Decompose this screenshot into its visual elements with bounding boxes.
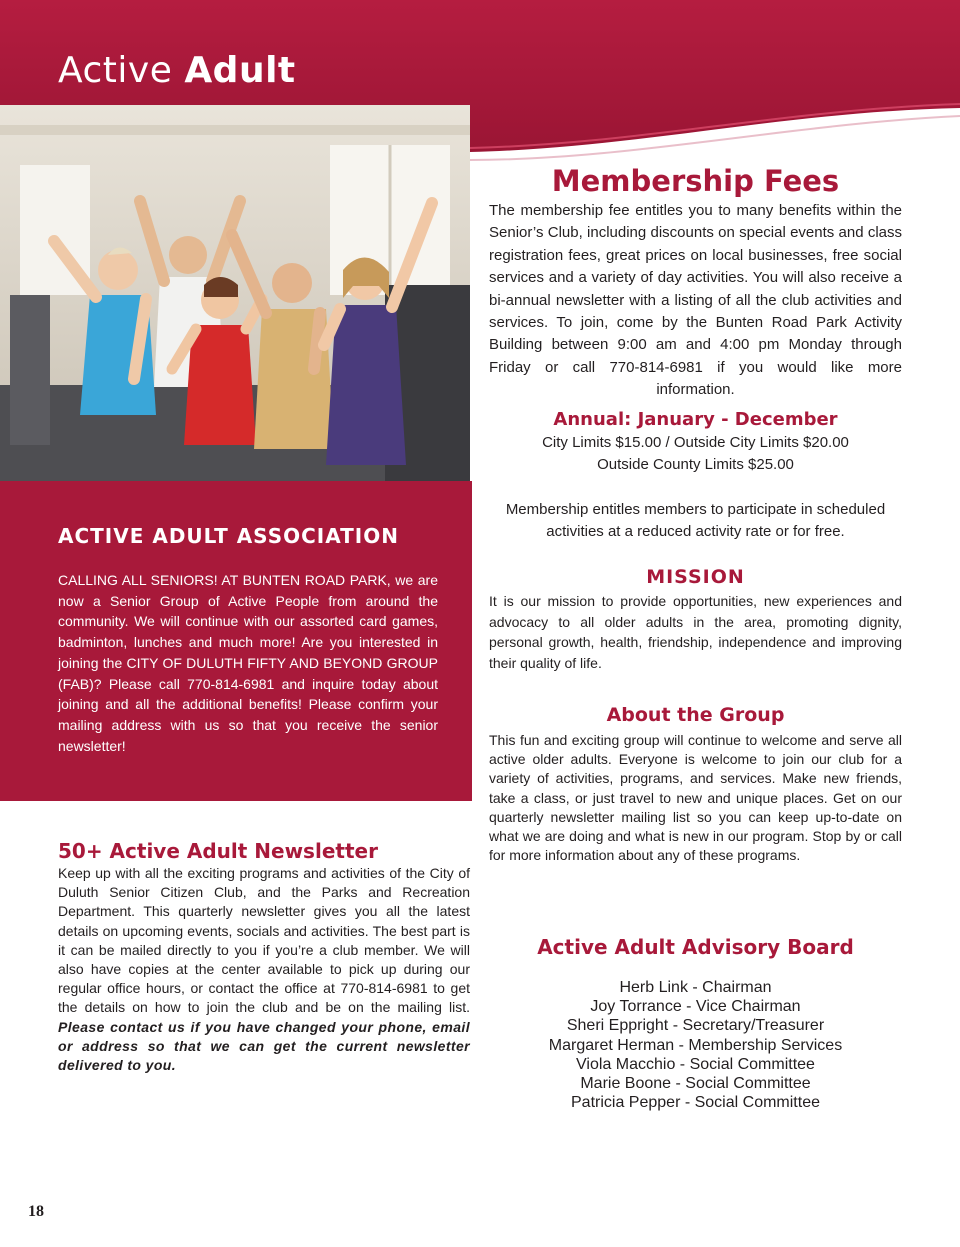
advisory-board-title: Active Adult Advisory Board xyxy=(537,935,854,959)
fee-lines xyxy=(489,432,902,476)
board-member: Marie Boone - Social Committee xyxy=(580,1075,811,1093)
board-member: Patricia Pepper - Social Committee xyxy=(571,1094,820,1112)
seniors-photo xyxy=(0,105,470,481)
page-title xyxy=(58,50,296,91)
membership-title: Membership Fees xyxy=(551,164,840,198)
mission-title: MISSION xyxy=(646,566,745,588)
association-title: ACTIVE ADULT ASSOCIATION xyxy=(58,524,399,548)
newsletter-text xyxy=(58,864,470,1075)
entitles-line-1: Membership entitles members to participate in scheduled xyxy=(505,501,886,518)
newsletter-body: Keep up with all the exciting programs and activities of the City of Duluth Senior Citizen Club, and the Parks and Recreation Department. This quarterly newsletter gives you all the latest details on upcoming events, socials and activities. The best part is it can be mailed directly to you if you’re a club member. We will also have copies at the center available to pick up during our regular office hours, or contact the office at 770-814-6981 to get the details on how to join the club and be on the mailing list. xyxy=(58,865,470,1016)
page-title-bold: Adult xyxy=(184,50,296,91)
page-title-light: Active xyxy=(58,50,173,91)
association-text: CALLING ALL SENIORS! AT BUNTEN ROAD PARK, we are now a Senior Group of Active People from around the community. We will continue with our assorted card games, badminton, lunches and much more! Are you interested in joining the CITY OF DULUTH FIFTY AND BEYOND GROUP (FAB)? Please call 770-814-6981 and inquire today about joining and all the additional benefits! Please confirm your mailing address with us so that you receive the senior newsletter! xyxy=(58,572,438,754)
mission-text: It is our mission to provide opportunities, new experiences and advocacy to all older adults in the area, promoting dignity, personal growth, health, friendship, independence and improving their quality of life. xyxy=(489,593,902,672)
advisory-board-list xyxy=(489,978,902,1112)
about-group-text: This fun and exciting group will continue to welcome and serve all active older adults. Everyone is welcome to join our club for a variety of activities, programs, and services. Make new friends, take a class, or just travel to new and unique places. Get on our quarterly newsletter mailing list so you can keep up-to-date on what we are doing and what is new in our program. Stop by or call for more information about any of these programs. xyxy=(489,732,902,864)
membership-entitles xyxy=(489,499,902,543)
entitles-line-2: activities at a reduced activity rate or for free. xyxy=(546,523,845,540)
fee-line-county: Outside County Limits $25.00 xyxy=(597,456,794,473)
page-number: 18 xyxy=(28,1203,44,1220)
board-member: Joy Torrance - Vice Chairman xyxy=(590,998,801,1016)
seniors-photo-illustration xyxy=(0,105,470,481)
newsletter-title: 50+ Active Adult Newsletter xyxy=(58,839,378,863)
board-member: Sheri Eppright - Secretary/Treasurer xyxy=(566,1017,825,1035)
about-group-title: About the Group xyxy=(606,704,785,726)
membership-text: The membership fee entitles you to many benefits within the Senior’s Club, including discounts on special events and class registration fees, great prices on local businesses, free social services and a variety of day activities. You will also receive a bi-annual newsletter with a listing of all the club activities and services. To join, come by the Bunten Road Park Activity Building between 9:00 am and 4:00 pm Monday through Friday or call 770-814-6981 if you would like more information. xyxy=(489,202,902,399)
board-member: Viola Macchio - Social Committee xyxy=(576,1055,815,1073)
board-member: Herb Link - Chairman xyxy=(619,979,772,996)
board-member: Margaret Herman - Membership Services xyxy=(548,1036,843,1054)
annual-title: Annual: January - December xyxy=(553,409,838,430)
newsletter-emphasis: Please contact us if you have changed your phone, email or address so that we can get the current newsletter delivered to you. xyxy=(58,1018,470,1074)
fee-line-city: City Limits $15.00 / Outside City Limits $20.00 xyxy=(542,434,849,451)
